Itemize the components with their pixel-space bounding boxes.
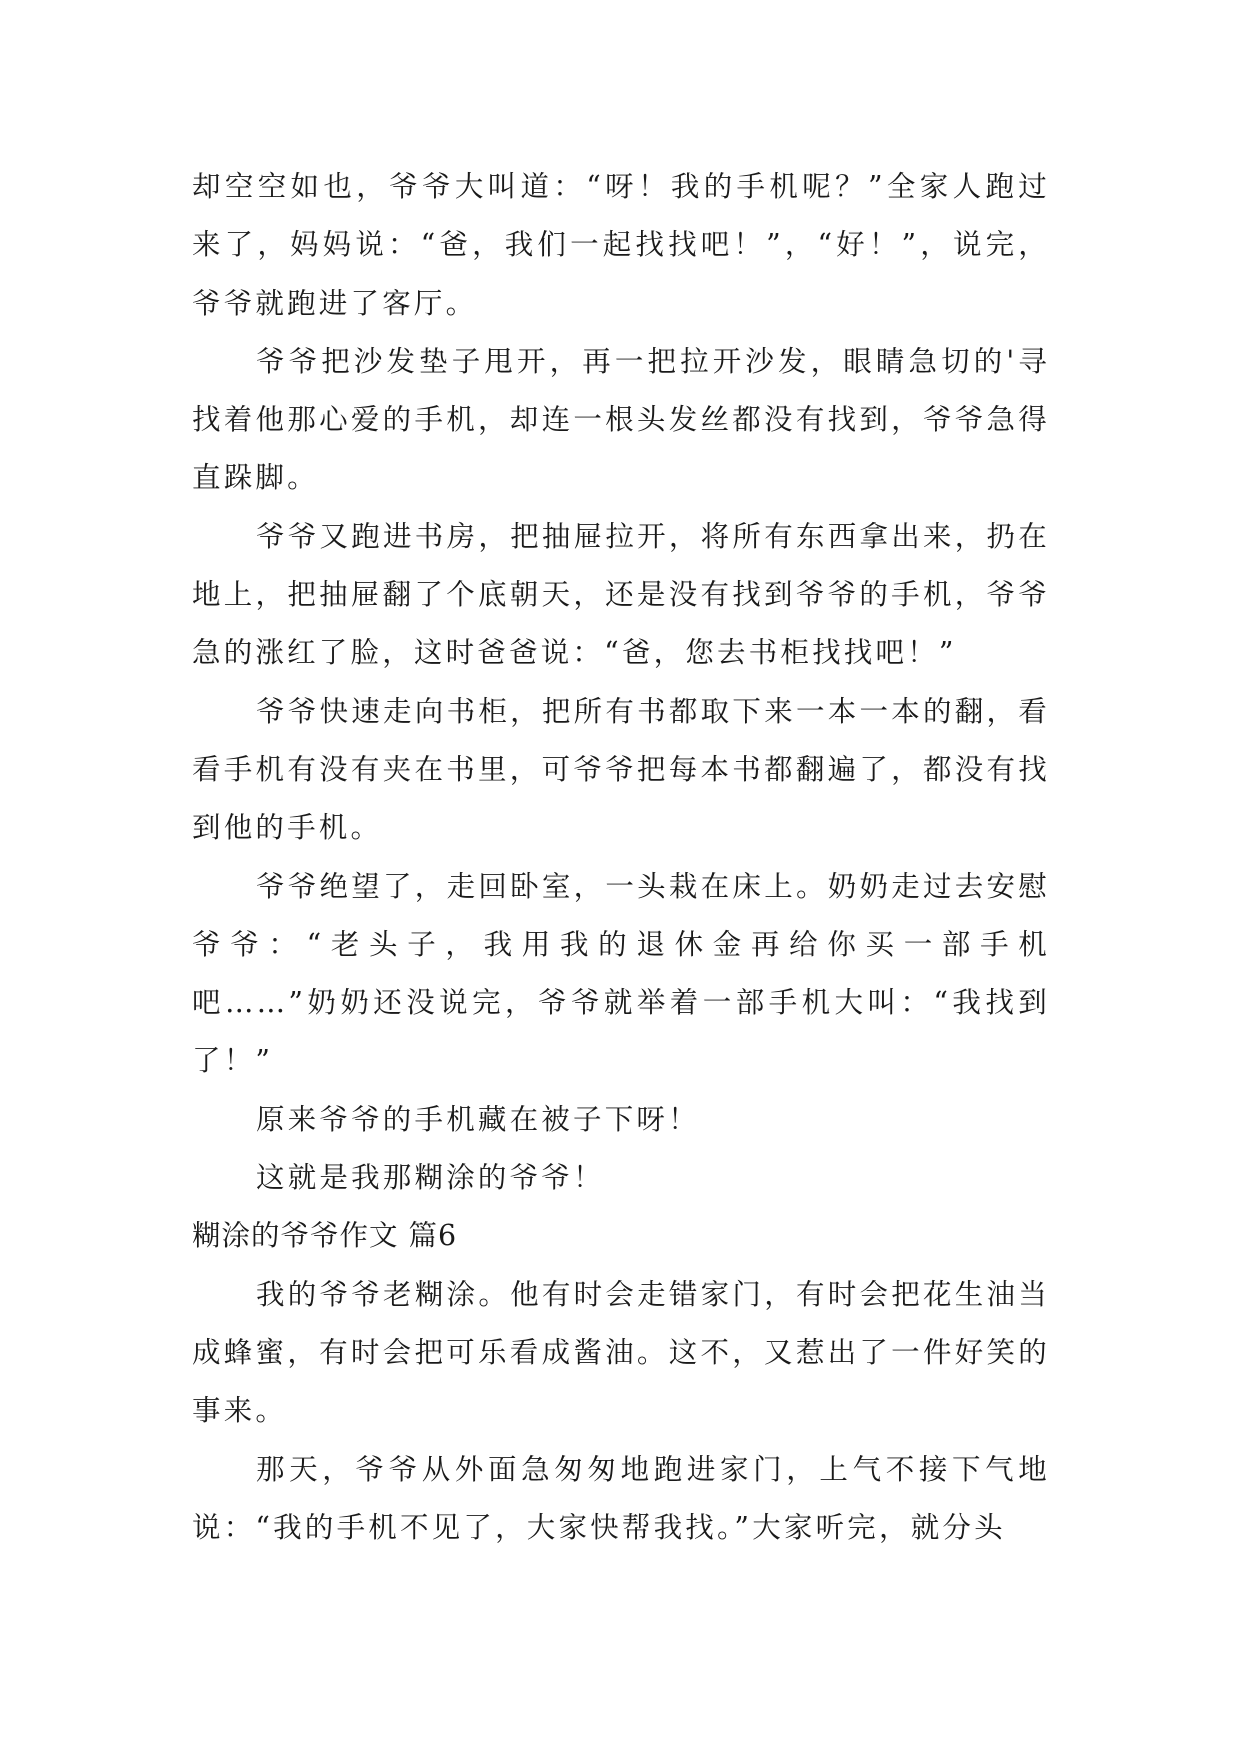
paragraph: 爷爷把沙发垫子甩开，再一把拉开沙发，眼睛急切的'寻找着他那心爱的手机，却连一根头发丝都没有找到，爷爷急得直跺脚。 <box>192 344 1050 495</box>
paragraph: 爷爷快速走向书柜，把所有书都取下来一本一本的翻，看看手机有没有夹在书里，可爷爷把每本书都翻遍了，都没有找到他的手机。 <box>192 694 1050 845</box>
paragraph: 爷爷又跑进书房，把抽屉拉开，将所有东西拿出来，扔在地上，把抽屉翻了个底朝天，还是没有找到爷爷的手机，爷爷急的涨红了脸，这时爸爸说：“爸，您去书柜找找吧！” <box>192 519 1050 670</box>
document-page <box>192 158 1050 1557</box>
paragraph: 这就是我那糊涂的爷爷！ <box>256 1161 605 1195</box>
paragraph: 原来爷爷的手机藏在被子下呀！ <box>256 1102 700 1136</box>
paragraph: 却空空如也，爷爷大叫道：“呀！我的手机呢？”全家人跑过来了，妈妈说：“爸，我们一起找找吧！”，“好！”，说完，爷爷就跑进了客厅。 <box>192 170 1050 320</box>
paragraph: 我的爷爷老糊涂。他有时会走错家门，有时会把花生油当成蜂蜜，有时会把可乐看成酱油。这不，又惹出了一件好笑的事来。 <box>192 1277 1050 1428</box>
paragraph: 爷爷绝望了，走回卧室，一头栽在床上。奶奶走过去安慰爷爷：“老头子，我用我的退休金再给你买一部手机吧……”奶奶还没说完，爷爷就举着一部手机大叫：“我找到了！” <box>192 869 1050 1078</box>
section-heading: 糊涂的爷爷作文 篇6 <box>192 1219 458 1253</box>
paragraph: 那天，爷爷从外面急匆匆地跑进家门，上气不接下气地说：“我的手机不见了，大家快帮我找。”大家听完，就分头 <box>192 1452 1050 1544</box>
